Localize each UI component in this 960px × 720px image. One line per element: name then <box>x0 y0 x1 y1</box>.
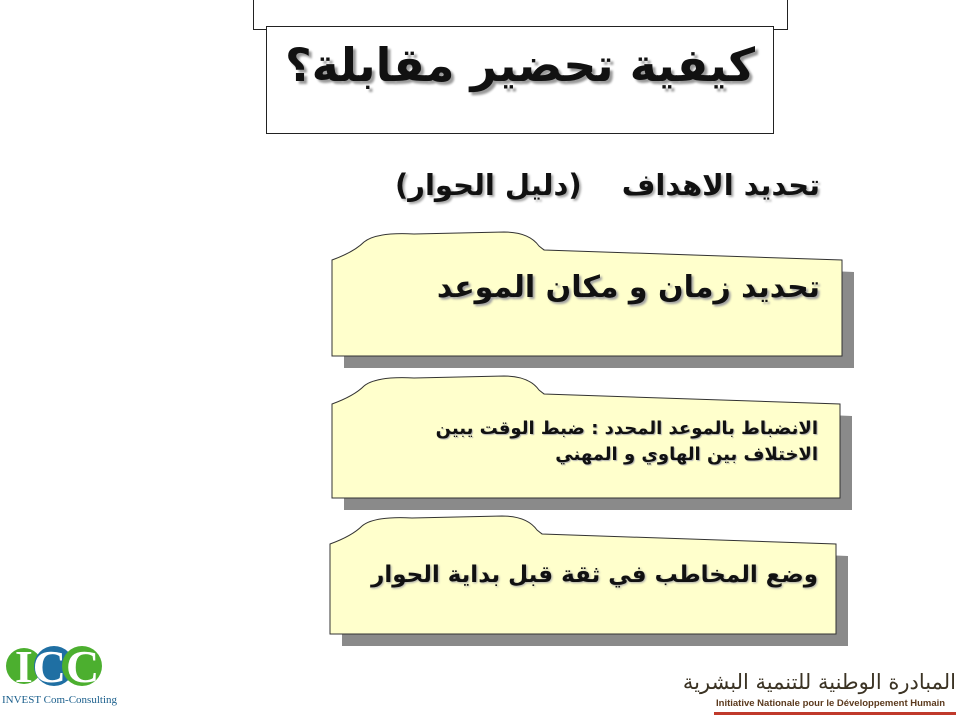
section-heading <box>380 168 820 202</box>
card-3 <box>328 520 848 644</box>
card-1-text: تحديد زمان و مكان الموعد <box>436 270 820 305</box>
card-2-text <box>350 416 818 468</box>
indh-logo <box>682 668 956 718</box>
section-heading-main: تحديد الاهداف <box>621 168 820 202</box>
icc-logo-caption: INVEST Com-Consulting <box>2 694 118 706</box>
card-2-line-1: الانضباط بالموعد المحدد : ضبط الوقت يبين <box>435 418 818 439</box>
icc-logo-letters: ICC <box>14 641 100 692</box>
indh-logo-arabic: المبادرة الوطنية للتنمية البشرية <box>682 670 956 694</box>
section-heading-note: (دليل الحوار) <box>395 168 582 202</box>
indh-logo-french: Initiative Nationale pour le Développement Humain <box>716 698 946 709</box>
icc-logo-mark <box>2 636 112 696</box>
card-2-line-2: الاختلاف بين الهاوي و المهني <box>555 444 818 465</box>
icc-logo <box>2 636 118 720</box>
card-2 <box>330 380 850 508</box>
card-1 <box>330 236 850 366</box>
slide-title: كيفية تحضير مقابلة؟ <box>285 38 755 92</box>
card-3-text: وضع المخاطب في ثقة قبل بداية الحوار <box>371 562 818 588</box>
indh-logo-underline <box>714 712 956 715</box>
